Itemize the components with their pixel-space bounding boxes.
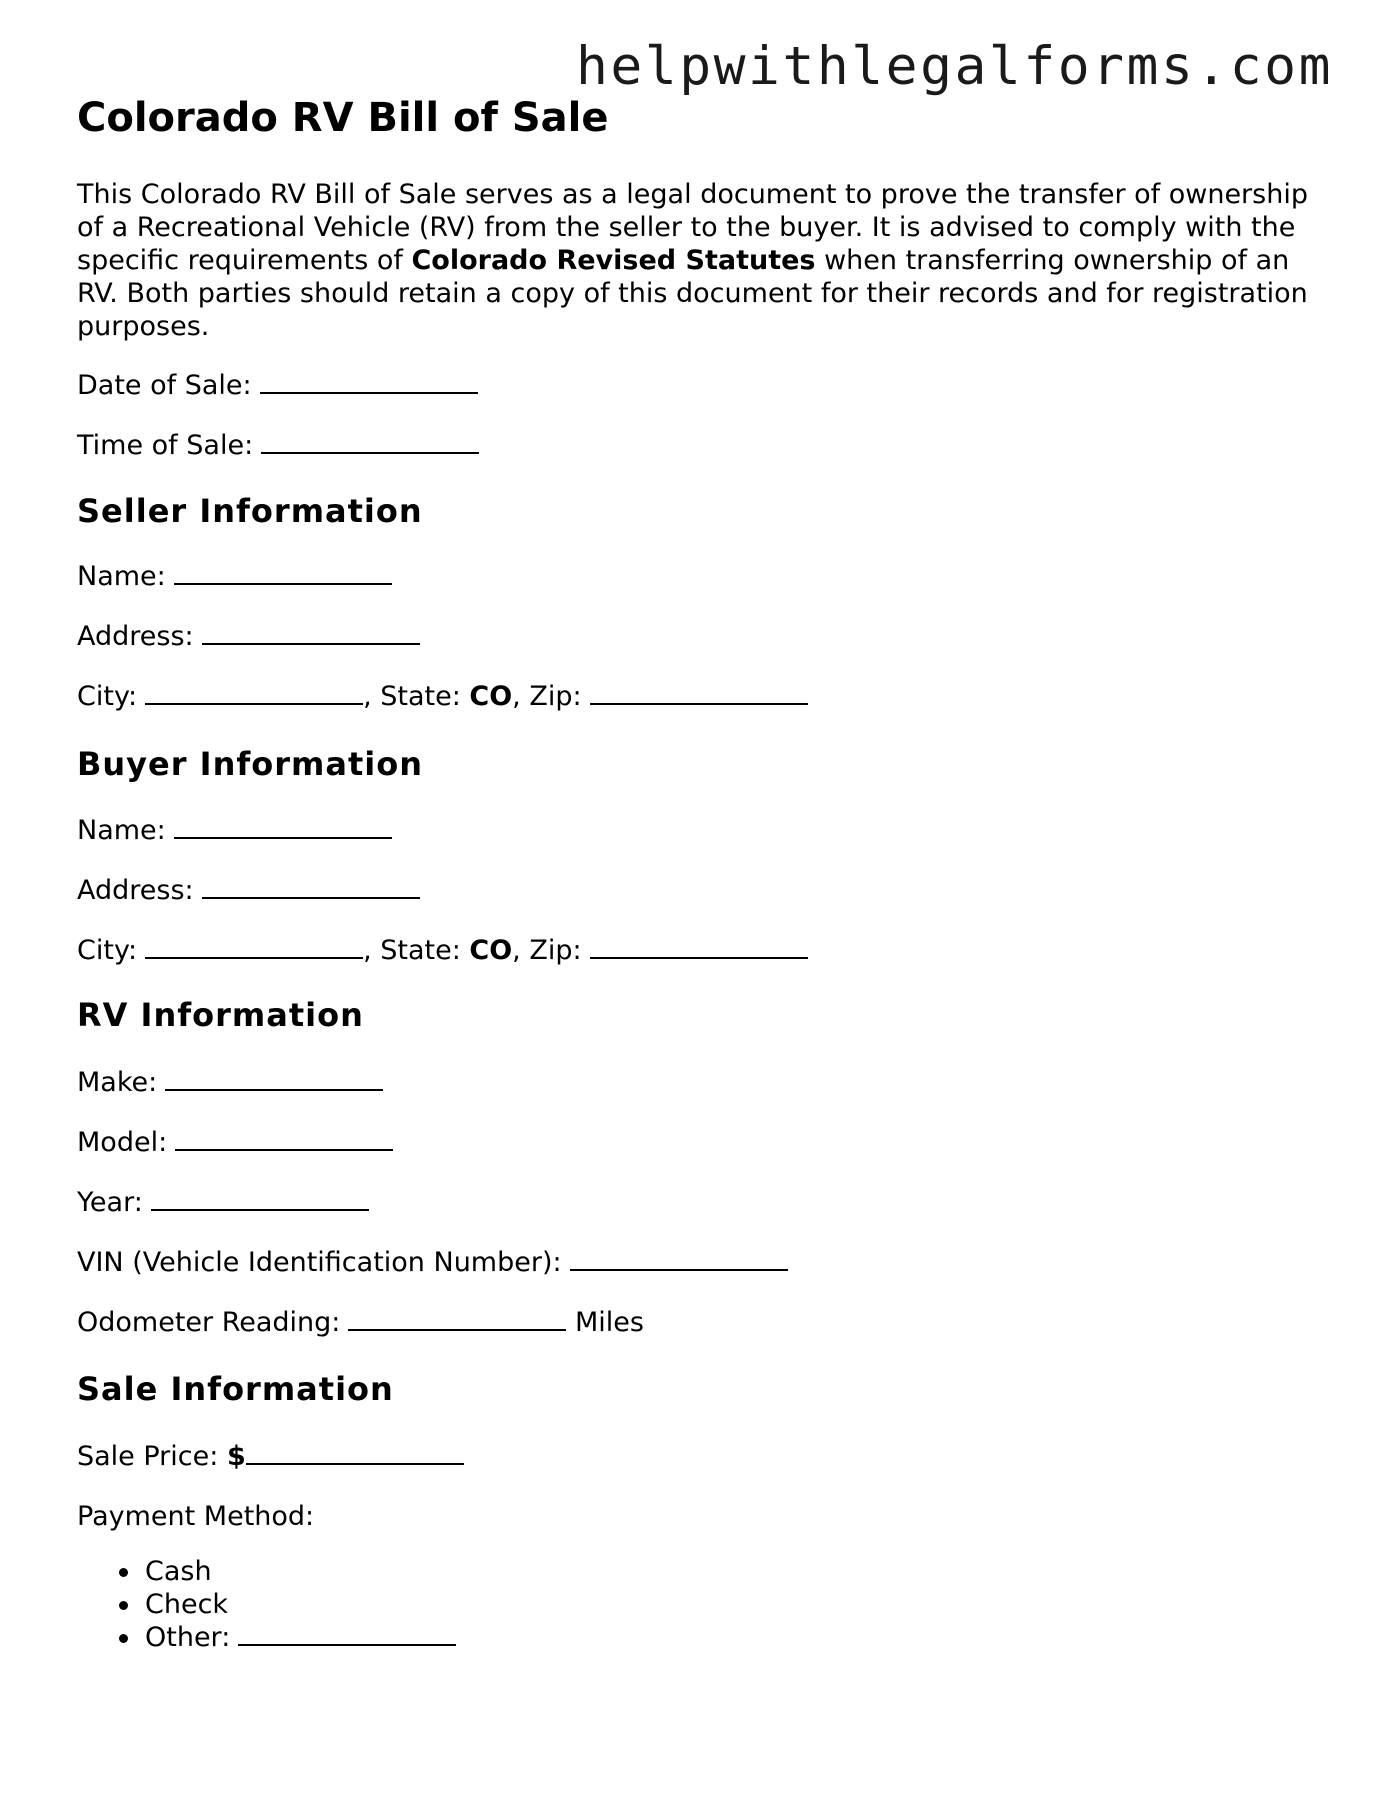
seller-address-label: Address:	[77, 621, 194, 652]
payment-other-field[interactable]	[238, 1622, 456, 1646]
intro-text-end: when transferring ownership of an RV. Both parties should retain a copy of this document for their records and for registration purposes.	[77, 245, 1308, 342]
seller-address-field[interactable]	[202, 621, 420, 645]
payment-option-label: Check	[145, 1589, 229, 1620]
rv-section-heading: RV Information	[77, 996, 364, 1034]
seller-name-field[interactable]	[174, 561, 392, 585]
sale-price-label: Sale Price:	[77, 1441, 227, 1472]
intro-statute-name: Colorado Revised Statutes	[411, 245, 816, 276]
intro-paragraph	[77, 178, 1327, 343]
seller-zip-label: , Zip:	[512, 681, 582, 712]
seller-name-row	[77, 561, 392, 593]
seller-state-label: , State:	[363, 681, 470, 712]
seller-section-heading: Seller Information	[77, 492, 423, 530]
payment-option-other[interactable]	[145, 1621, 456, 1654]
intro-text-start: This Colorado RV Bill of Sale serves as a legal document to prove the transfer of ownership of a Recreational Vehicle (RV) from the seller to the buyer. It is advised to comply with the specific requirements of	[77, 179, 1308, 276]
date-of-sale-row	[77, 370, 478, 402]
rv-vin-field[interactable]	[570, 1247, 788, 1271]
date-of-sale-field[interactable]	[260, 370, 478, 394]
payment-method-list	[145, 1555, 456, 1654]
rv-year-field[interactable]	[151, 1187, 369, 1211]
payment-method-label: Payment Method:	[77, 1501, 315, 1532]
payment-method-row	[77, 1501, 314, 1533]
buyer-city-row	[77, 935, 808, 967]
rv-year-row	[77, 1187, 369, 1219]
seller-city-row	[77, 681, 808, 713]
seller-state-value: CO	[469, 681, 513, 712]
buyer-section-heading: Buyer Information	[77, 745, 423, 783]
sale-price-field[interactable]	[246, 1441, 464, 1465]
rv-odometer-unit: Miles	[575, 1307, 644, 1338]
payment-option-check[interactable]	[145, 1588, 456, 1621]
buyer-name-field[interactable]	[174, 815, 392, 839]
payment-option-cash[interactable]	[145, 1555, 456, 1588]
time-of-sale-label: Time of Sale:	[77, 430, 254, 461]
time-of-sale-row	[77, 430, 479, 462]
seller-address-row	[77, 621, 420, 653]
buyer-zip-label: , Zip:	[512, 935, 582, 966]
date-of-sale-label: Date of Sale:	[77, 370, 252, 401]
buyer-zip-field[interactable]	[590, 935, 808, 959]
rv-vin-row	[77, 1247, 788, 1279]
rv-vin-label: VIN (Vehicle Identification Number):	[77, 1247, 562, 1278]
buyer-address-field[interactable]	[202, 875, 420, 899]
rv-model-field[interactable]	[175, 1127, 393, 1151]
seller-city-label: City:	[77, 681, 138, 712]
buyer-city-label: City:	[77, 935, 138, 966]
sale-price-row	[77, 1441, 464, 1473]
seller-city-field[interactable]	[145, 681, 363, 705]
rv-model-label: Model:	[77, 1127, 168, 1158]
sale-price-currency: $	[226, 1441, 246, 1472]
buyer-state-value: CO	[469, 935, 513, 966]
sale-section-heading: Sale Information	[77, 1370, 394, 1408]
page-title: Colorado RV Bill of Sale	[77, 95, 609, 141]
rv-odometer-label: Odometer Reading:	[77, 1307, 341, 1338]
time-of-sale-field[interactable]	[261, 430, 479, 454]
rv-odometer-row	[77, 1307, 644, 1339]
seller-name-label: Name:	[77, 561, 166, 592]
buyer-name-label: Name:	[77, 815, 166, 846]
buyer-state-label: , State:	[363, 935, 470, 966]
rv-model-row	[77, 1127, 393, 1159]
buyer-city-field[interactable]	[145, 935, 363, 959]
rv-odometer-field[interactable]	[348, 1307, 566, 1331]
seller-zip-field[interactable]	[590, 681, 808, 705]
payment-option-label: Cash	[145, 1556, 212, 1587]
payment-option-label: Other:	[145, 1622, 231, 1653]
site-watermark: helpwithlegalforms.com	[576, 36, 1333, 97]
buyer-address-label: Address:	[77, 875, 194, 906]
buyer-address-row	[77, 875, 420, 907]
rv-make-field[interactable]	[165, 1067, 383, 1091]
rv-make-row	[77, 1067, 383, 1099]
rv-make-label: Make:	[77, 1067, 158, 1098]
buyer-name-row	[77, 815, 392, 847]
rv-year-label: Year:	[77, 1187, 143, 1218]
